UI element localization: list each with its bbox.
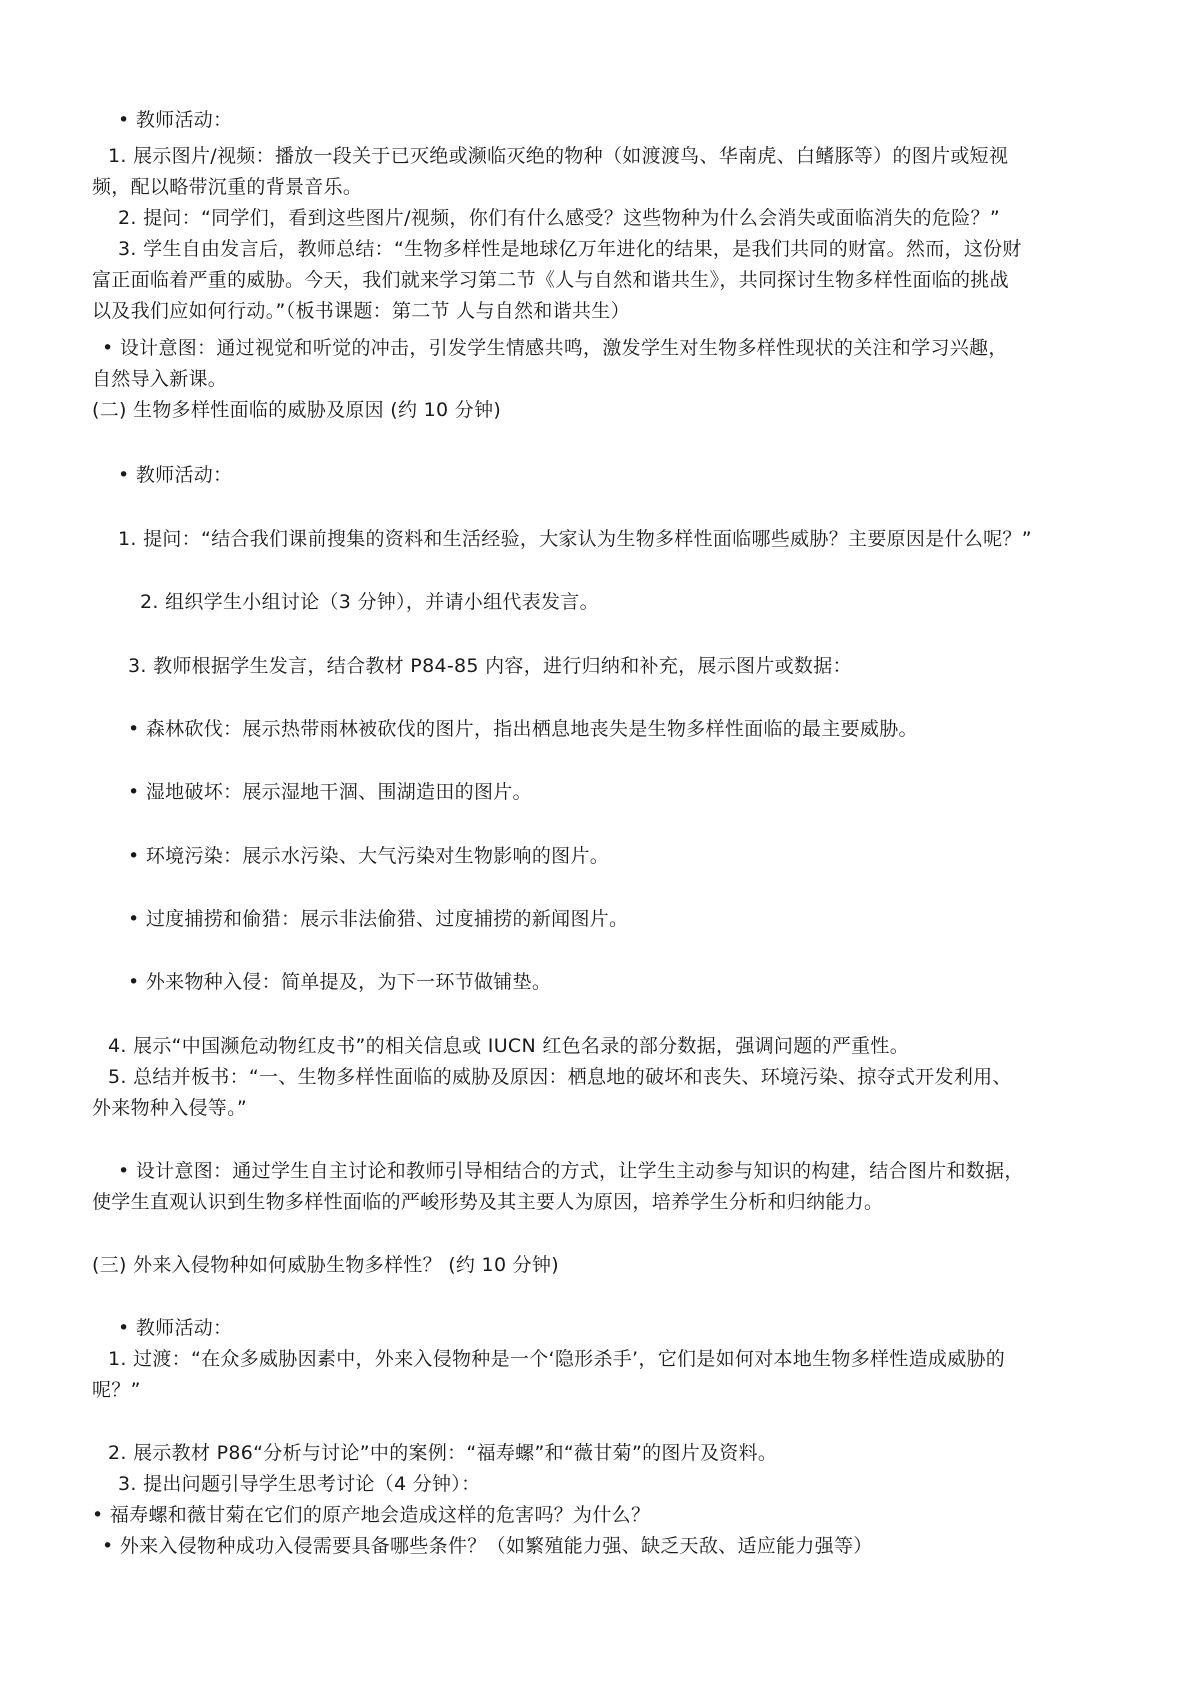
text-line: 使学生直观认识到生物多样性面临的严峻形势及其主要人为原因，培养学生分析和归纳能力。 [92, 1191, 884, 1213]
list-item: • 外来入侵物种成功入侵需要具备哪些条件？（如繁殖能力强、缺乏天敌、适应能力强等） [102, 1535, 873, 1557]
text-line: 3. 学生自由发言后，教师总结：“生物多样性是地球亿万年进化的结果，是我们共同的财富。然而，这份财 [118, 238, 1022, 260]
text-line: 3. 教师根据学生发言，结合教材 P84-85 内容，进行归纳和补充，展示图片或数据： [128, 655, 852, 677]
list-item: • 过度捕捞和偷猎：展示非法偷猎、过度捕捞的新闻图片。 [128, 908, 629, 930]
text-line: 频，配以略带沉重的背景音乐。 [92, 176, 363, 198]
text-line: • 教师活动： [118, 464, 233, 486]
text-line: 1. 过渡：“在众多威胁因素中，外来入侵物种是一个‘隐形杀手’，它们是如何对本地生物多样性造成威胁的 [108, 1348, 1006, 1370]
text-line: 4. 展示“中国濒危动物红皮书”的相关信息或 IUCN 红色名录的部分数据，强调问题的严重性。 [108, 1035, 910, 1057]
text-line: 2. 提问：“同学们，看到这些图片/视频，你们有什么感受？这些物种为什么会消失或面临消失的危险？” [118, 207, 1000, 229]
list-item: • 森林砍伐：展示热带雨林被砍伐的图片，指出栖息地丧失是生物多样性面临的最主要威胁。 [128, 718, 918, 740]
list-item: • 环境污染：展示水污染、大气污染对生物影响的图片。 [128, 845, 610, 867]
text-line: 富正面临着严重的威胁。今天，我们就来学习第二节《人与自然和谐共生》，共同探讨生物多样性面临的挑战 [92, 269, 1009, 291]
text-line: 自然导入新课。 [92, 368, 228, 390]
list-item: • 福寿螺和薇甘菊在它们的原产地会造成这样的危害吗？为什么？ [92, 1504, 651, 1526]
text-line: 以及我们应如何行动。”（板书课题：第二节 人与自然和谐共生） [92, 300, 630, 322]
text-line: • 教师活动： [118, 109, 233, 131]
text-line: • 设计意图：通过视觉和听觉的冲击，引发学生情感共鸣，激发学生对生物多样性现状的关注和学习兴趣， [102, 337, 1008, 359]
section-heading: (三) 外来入侵物种如何威胁生物多样性？ (约 10 分钟) [92, 1254, 559, 1276]
section-heading: (二) 生物多样性面临的威胁及原因 (约 10 分钟) [92, 399, 502, 421]
text-line: • 设计意图：通过学生自主讨论和教师引导相结合的方式，让学生主动参与知识的构建，结合图片和数据， [118, 1160, 1024, 1182]
list-item: • 湿地破坏：展示湿地干涸、围湖造田的图片。 [128, 781, 532, 803]
text-line: 5. 总结并板书：“一、生物多样性面临的威胁及原因：栖息地的破坏和丧失、环境污染、掠夺式开发利用、 [108, 1066, 1012, 1088]
text-line: • 教师活动： [118, 1317, 233, 1339]
text-line: 2. 展示教材 P86“分析与讨论”中的案例：“福寿螺”和“薇甘菊”的图片及资料。 [108, 1442, 778, 1464]
text-line: 3. 提出问题引导学生思考讨论（4 分钟）： [118, 1473, 481, 1495]
text-line: 2. 组织学生小组讨论（3 分钟），并请小组代表发言。 [140, 591, 599, 613]
text-line: 1. 提问：“结合我们课前搜集的资料和生活经验，大家认为生物多样性面临哪些威胁？主要原因是什么呢？” [118, 528, 1032, 550]
text-line: 1. 展示图片/视频：播放一段关于已灭绝或濒临灭绝的物种（如渡渡鸟、华南虎、白鳍豚等）的图片或短视 [108, 145, 1009, 167]
text-line: 外来物种入侵等。” [92, 1097, 248, 1119]
list-item: • 外来物种入侵：简单提及，为下一环节做铺垫。 [128, 971, 552, 993]
text-line: 呢？” [92, 1379, 141, 1401]
